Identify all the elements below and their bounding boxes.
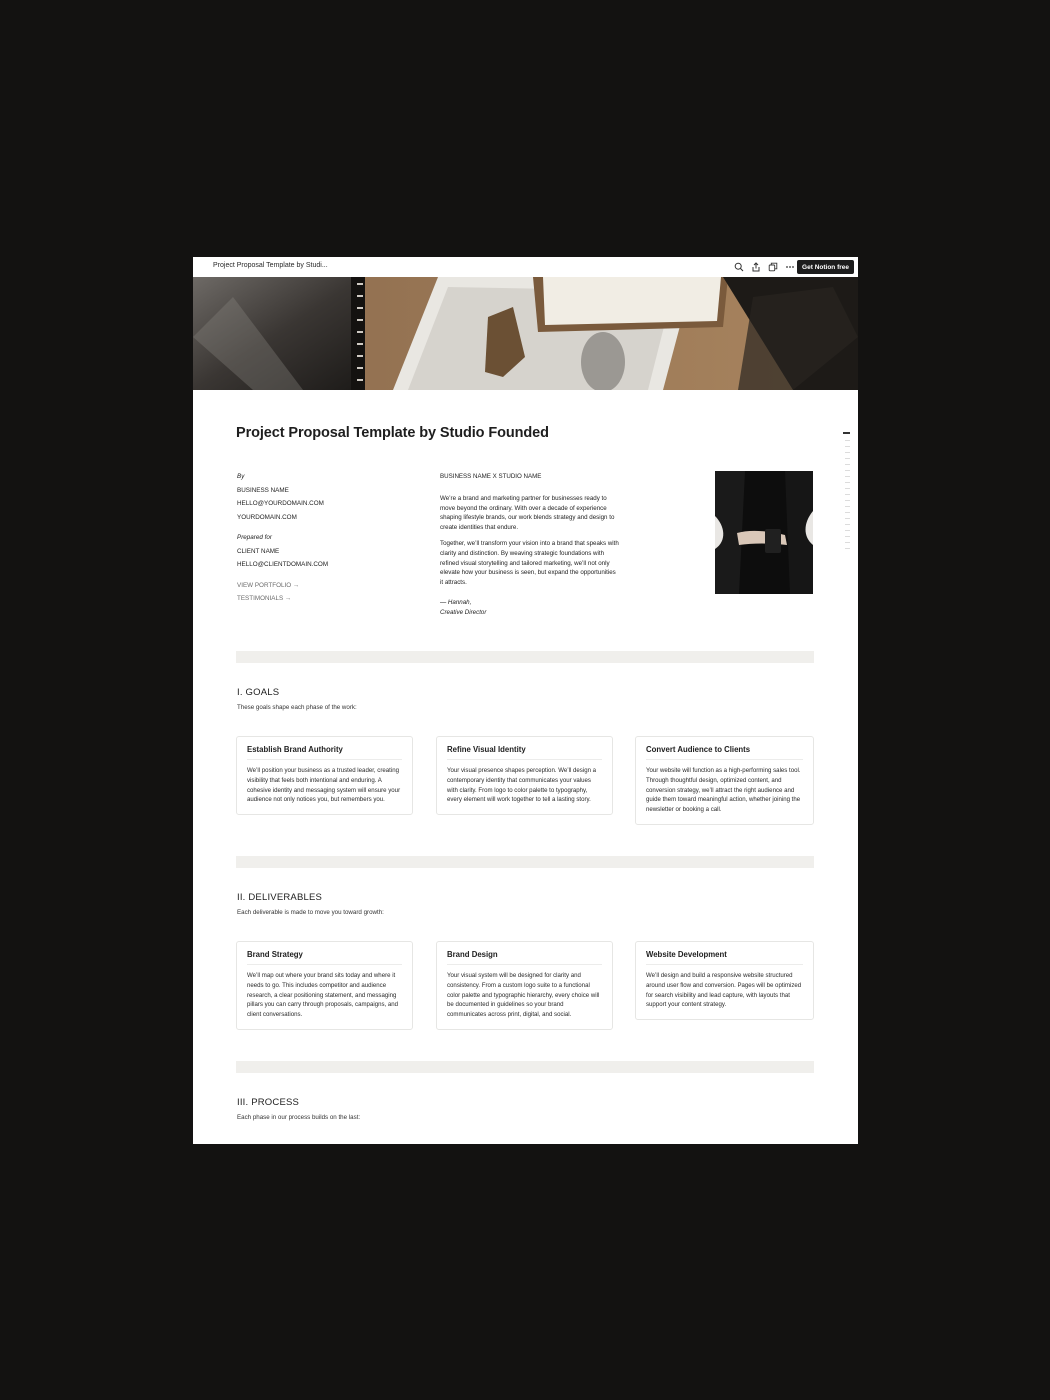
prepared-for-label: Prepared for bbox=[237, 534, 273, 541]
card-body: We’ll design and build a responsive website structured around user flow and conversion. Pages will be optimized for search visibility and lead capture, with layouts that support your content strategy. bbox=[646, 972, 802, 1009]
outline-item[interactable] bbox=[845, 494, 850, 495]
outline-item[interactable] bbox=[845, 500, 850, 501]
section-title-goals: I. GOALS bbox=[237, 687, 280, 698]
section-divider bbox=[236, 651, 814, 663]
client-name: CLIENT NAME bbox=[237, 547, 280, 555]
by-label: By bbox=[237, 473, 245, 480]
get-notion-free-button[interactable]: Get Notion free bbox=[797, 260, 854, 274]
outline-item[interactable] bbox=[845, 458, 850, 459]
outline-item[interactable] bbox=[845, 536, 850, 537]
business-name: BUSINESS NAME bbox=[237, 486, 289, 494]
more-icon[interactable] bbox=[784, 261, 795, 272]
outline-item[interactable] bbox=[845, 470, 850, 471]
outline-item[interactable] bbox=[845, 530, 850, 531]
section-subtitle-deliverables: Each deliverable is made to move you toward growth: bbox=[237, 909, 384, 916]
card-body: We’ll map out where your brand sits today and where it needs to go. This includes competitor and audience research, a clear positioning statement, and messaging pillars you can carry through proposals, campaigns, and client conversations. bbox=[247, 972, 399, 1019]
outline-item[interactable] bbox=[845, 518, 850, 519]
signature-role: Creative Director bbox=[440, 608, 487, 616]
outline-item[interactable] bbox=[845, 506, 850, 507]
business-email: HELLO@YOURDOMAIN.COM bbox=[237, 500, 324, 507]
goal-card bbox=[436, 736, 613, 815]
section-subtitle-goals: These goals shape each phase of the work: bbox=[237, 704, 357, 711]
share-icon[interactable] bbox=[750, 261, 761, 272]
table-of-contents-outline[interactable] bbox=[843, 432, 851, 554]
signature-name: — Hannah, bbox=[440, 598, 472, 606]
notion-page-window bbox=[193, 257, 858, 1144]
view-portfolio-link[interactable]: VIEW PORTFOLIO → bbox=[237, 581, 300, 589]
outline-active-marker[interactable] bbox=[843, 432, 850, 434]
testimonials-link[interactable]: TESTIMONIALS → bbox=[237, 595, 292, 602]
outline-item[interactable] bbox=[845, 464, 850, 465]
page-title: Project Proposal Template by Studio Founded bbox=[236, 425, 549, 441]
outline-item[interactable] bbox=[845, 542, 850, 543]
card-title: Brand Strategy bbox=[247, 950, 402, 965]
goal-card bbox=[635, 736, 814, 825]
outline-item[interactable] bbox=[845, 482, 850, 483]
deliverable-card bbox=[236, 941, 413, 1030]
business-domain: YOURDOMAIN.COM bbox=[237, 513, 297, 521]
intro-block bbox=[440, 472, 620, 618]
card-title: Website Development bbox=[646, 950, 803, 965]
card-title: Establish Brand Authority bbox=[247, 745, 402, 760]
section-divider bbox=[236, 1061, 814, 1073]
page-tab-title[interactable]: Project Proposal Template by Studi... bbox=[213, 262, 328, 269]
card-body: Your visual presence shapes perception. We’ll design a contemporary identity that communicates your values with clarity. From logo to color palette to typography, every element will work together to tell a lasting story. bbox=[447, 767, 597, 804]
section-divider bbox=[236, 856, 814, 868]
card-title: Refine Visual Identity bbox=[447, 745, 602, 760]
duplicate-icon[interactable] bbox=[767, 261, 778, 272]
goal-card bbox=[236, 736, 413, 815]
card-body: Your visual system will be designed for clarity and consistency. From a custom logo suite to a functional color palette and typographic hierarchy, every choice will be documented in guidelines so your brand communicates across print, digital, and social. bbox=[447, 972, 600, 1019]
toolbar-icons bbox=[733, 261, 795, 272]
outline-item[interactable] bbox=[845, 446, 850, 447]
section-title-process: III. PROCESS bbox=[237, 1097, 300, 1108]
portrait-image bbox=[715, 471, 813, 594]
client-email: HELLO@CLIENTDOMAIN.COM bbox=[237, 561, 329, 568]
intro-paragraph-1: We’re a brand and marketing partner for businesses ready to move beyond the ordinary. With over a decade of experience shaping lifestyle brands, our work blends strategy and design to create identities that endure. bbox=[440, 494, 615, 532]
card-body: We’ll position your business as a trusted leader, creating visibility that feels both intentional and enduring. A cohesive identity and messaging system will ensure your audience not only notices you, but remembers you. bbox=[247, 767, 401, 804]
outline-item[interactable] bbox=[845, 548, 850, 549]
card-title: Brand Design bbox=[447, 950, 602, 965]
proposal-meta bbox=[237, 470, 328, 606]
card-title: Convert Audience to Clients bbox=[646, 745, 803, 760]
outline-item[interactable] bbox=[845, 524, 850, 525]
outline-item[interactable] bbox=[845, 476, 850, 477]
section-subtitle-process: Each phase in our process builds on the last: bbox=[237, 1114, 361, 1121]
outline-item[interactable] bbox=[845, 512, 850, 513]
search-icon[interactable] bbox=[733, 261, 744, 272]
intro-paragraph-2: Together, we’ll transform your vision into a brand that speaks with clarity and distinction. By weaving strategic foundations with refined visual storytelling and tailored marketing, we’ll not only elevate how your business is seen, but expand the opportunities it attracts. bbox=[440, 539, 619, 587]
intro-heading: BUSINESS NAME X STUDIO NAME bbox=[440, 473, 542, 480]
card-body: Your website will function as a high-performing sales tool. Through thoughtful design, optimized content, and conversion strategy, we’ll attract the right audience and guide them toward meaningful action, whether joining the newsletter or booking a call. bbox=[646, 767, 801, 814]
section-title-deliverables: II. DELIVERABLES bbox=[237, 892, 323, 903]
top-bar bbox=[193, 257, 858, 277]
outline-item[interactable] bbox=[845, 452, 850, 453]
outline-item[interactable] bbox=[845, 440, 850, 441]
cover-image bbox=[193, 277, 858, 390]
outline-item[interactable] bbox=[845, 488, 850, 489]
deliverable-card bbox=[635, 941, 814, 1020]
deliverable-card bbox=[436, 941, 613, 1030]
